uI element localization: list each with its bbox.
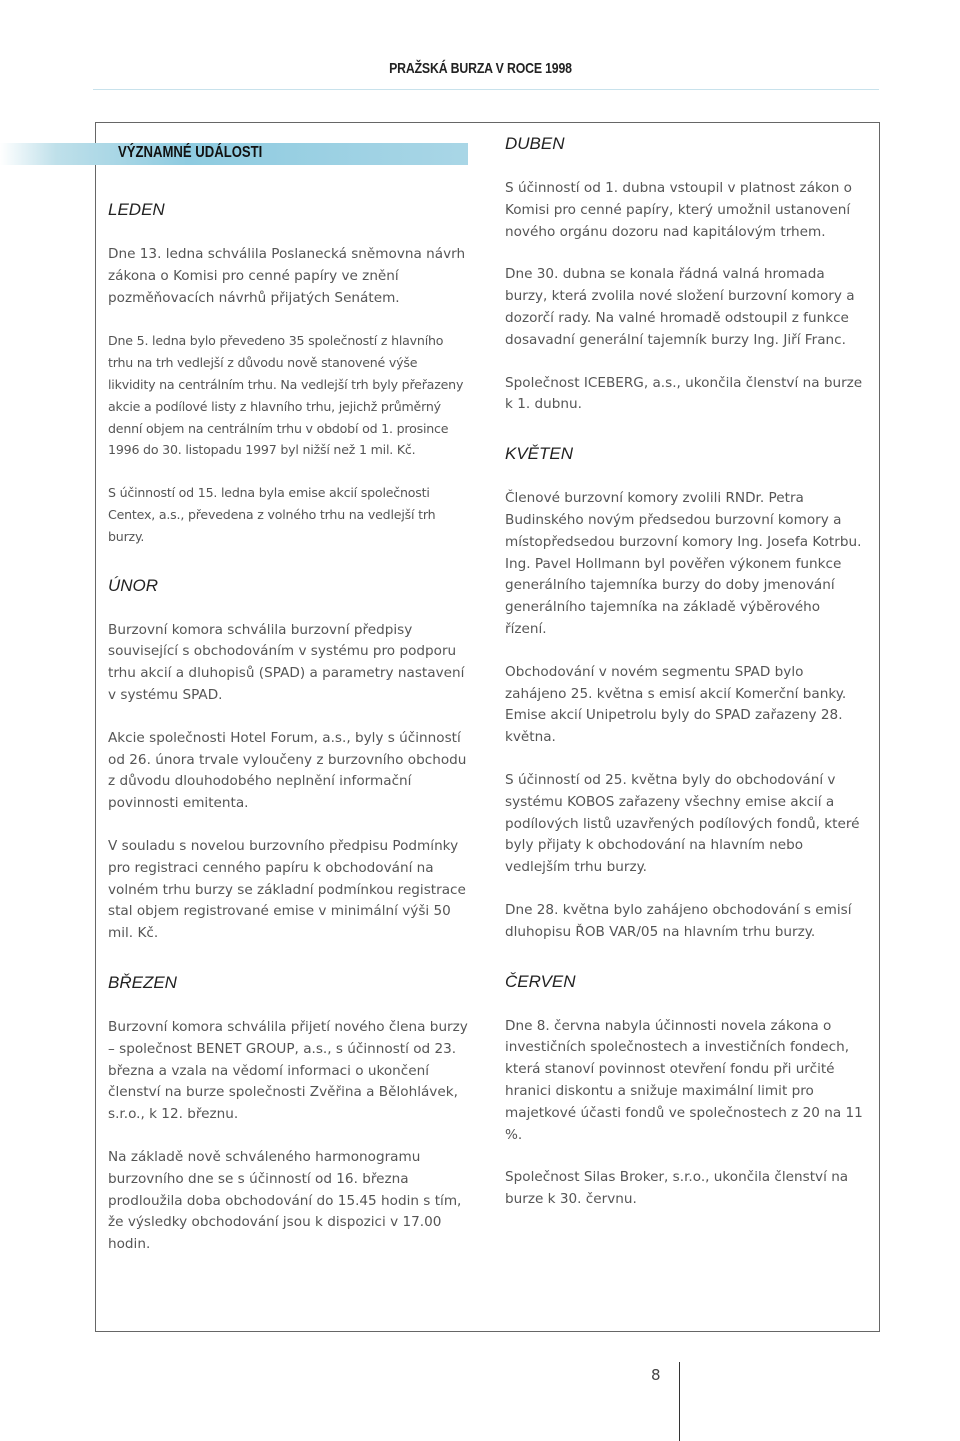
paragraph: S účinností od 1. dubna vstoupil v platnost zákon o Komisi pro cenné papíry, který umožnil ustanovení nového orgánu dozoru nad kapitálovým trhem.: [505, 180, 852, 240]
paragraph: Na základě nově schváleného harmonogramu burzovního dne se s účinností od 16. března prodloužila doba obchodování do 15.45 hodin s tím, že výsledky obchodování jsou k dispozici v 17.00 hodin.: [108, 1148, 462, 1253]
paragraph: Společnost Silas Broker, s.r.o., ukončila členství na burze k 30. červnu.: [505, 1169, 849, 1208]
paragraph: Dne 28. května bylo zahájeno obchodování s emisí dluhopisu ŘOB VAR/05 na hlavním trhu burzy.: [505, 901, 852, 940]
month-heading-duben: DUBEN: [505, 134, 565, 153]
paragraph: Burzovní komora schválila přijetí nového člena burzy – společnost BENET GROUP, a.s., s účinností od 23. března a vzala na vědomí informaci o ukončení členství na burze společnosti Zvěřina a Bělohlávek, s.r.o., k 12. březnu.: [108, 1018, 468, 1123]
paragraph: Akcie společnosti Hotel Forum, a.s., byly s účinností od 26. února trvale vyloučeny z burzovního obchodu z důvodu dlouhodobého neplnění informační povinnosti emitenta.: [108, 729, 467, 812]
month-heading-leden: LEDEN: [108, 200, 165, 219]
month-heading-kveten: KVĚTEN: [505, 444, 574, 464]
paragraph: Společnost ICEBERG, a.s., ukončila členství na burze k 1. dubnu.: [505, 374, 863, 413]
running-header: PRAŽSKÁ BURZA V ROCE 1998: [389, 60, 572, 77]
section-title: VÝZNAMNÉ UDÁLOSTI: [118, 144, 263, 161]
month-heading-cerven: ČERVEN: [505, 971, 576, 991]
paragraph: S účinností od 25. května byly do obchodování v systému KOBOS zařazeny všechny emise akcií a podílových listů uzavřených podílových fondů, které byly přijaty k obchodování na hlavním nebo vedlejším trhu burzy.: [505, 771, 860, 876]
header-rule: [93, 89, 879, 90]
paragraph: Dne 5. ledna bylo převedeno 35 společností z hlavního trhu na trh vedlejší z důvodu nově stanovené výše likvidity na centrálním trhu. Na vedlejší trh byly přeřazeny akcie a podílové listy z hlavního trhu, jejichž průměrný denní objem na centrálním trhu v období od 1. prosince 1996 do 30. listopadu 1997 byl nižší než 1 mil. Kč.: [108, 333, 464, 458]
paragraph: Dne 8. června nabyla účinnosti novela zákona o investičních společnostech a investičních fondech, která stanoví povinnost otevření fondu při určité hranici diskontu a snižuje maximální limit pro majetkové účasti fondů ve společnostech z 20 na 11 %.: [505, 1017, 863, 1143]
month-heading-brezen: BŘEZEN: [108, 972, 177, 992]
paragraph: V souladu s novelou burzovního předpisu Podmínky pro registraci cenného papíru k obchodování na volném trhu burzy se základní podmínkou registrace stal objem registrované emise v minimální výši 50 mil. Kč.: [108, 837, 466, 942]
paragraph: Obchodování v novém segmentu SPAD bylo zahájeno 25. května s emisí akcií Komerční banky. Emise akcií Unipetrolu byly do SPAD zařazeny 28. května.: [505, 663, 847, 746]
left-column: [108, 200, 468, 1277]
page-number-rule: [679, 1362, 680, 1441]
paragraph: Burzovní komora schválila burzovní předpisy související s obchodováním v systému pro podporu trhu akcií a dluhopisů (SPAD) a parametry nastavení v systému SPAD.: [108, 621, 465, 703]
paragraph: Dne 30. dubna se konala řádná valná hromada burzy, která zvolila nové složení burzovní komory a dozorčí rady. Na valné hromadě odstoupil z funkce dosavadní generální tajemník burzy Ing. Jiří Franc.: [505, 266, 855, 348]
month-heading-unor: ÚNOR: [108, 575, 159, 595]
paragraph: Dne 13. ledna schválila Poslanecká sněmovna návrh zákona o Komisi pro cenné papíry ve znění pozměňovacích návrhů přijatých Senátem.: [108, 246, 466, 306]
paragraph: S účinností od 15. ledna byla emise akcií společnosti Centex, a.s., převedena z volného trhu na vedlejší trh burzy.: [108, 485, 436, 544]
paragraph: Členové burzovní komory zvolili RNDr. Petra Budinského novým předsedou burzovní komory a místopředsedou burzovní komory Ing. Josefa Kotrbu. Ing. Pavel Hollmann byl pověřen výkonem funkce generálního tajemníka burzy do doby jmenování generálního tajemníka na základě výběrového řízení.: [505, 490, 862, 637]
right-column: [505, 134, 865, 1232]
page-number: 8: [651, 1366, 661, 1384]
